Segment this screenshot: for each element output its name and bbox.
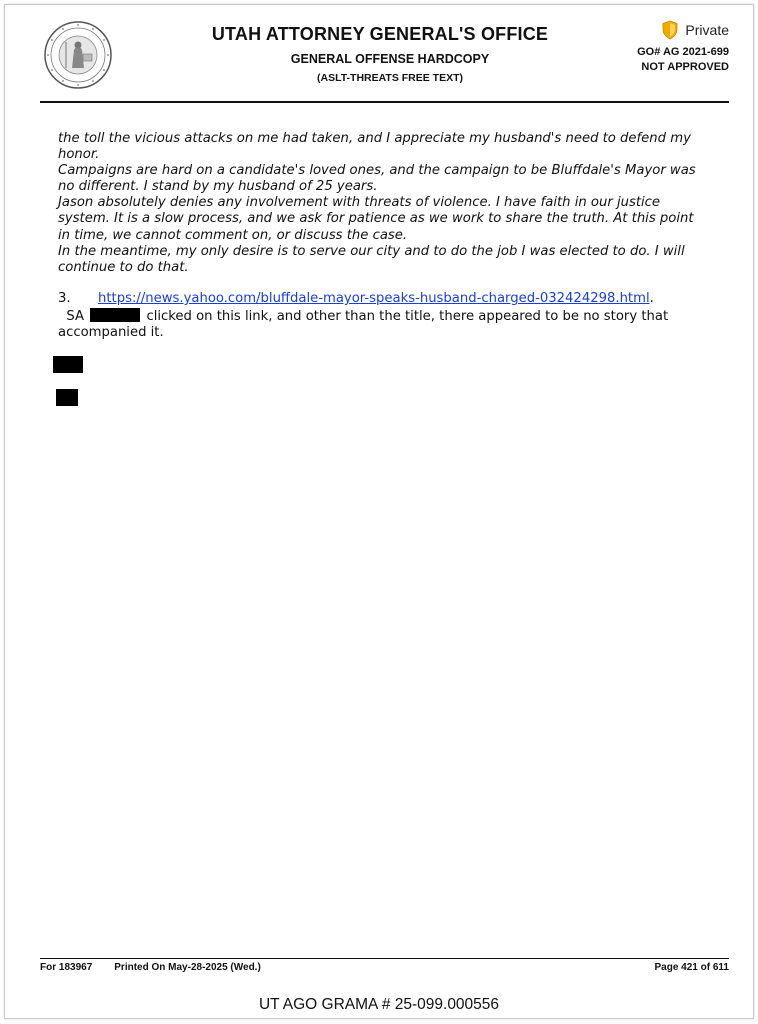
news-link[interactable]: https://news.yahoo.com/bluffdale-mayor-speaks-husband-charged-032424298.html [98, 291, 650, 306]
agent-note-text: clicked on this link, and other than the title, there appeared to be no story that accompanied it. [58, 309, 669, 341]
classification-row [637, 20, 729, 40]
redaction-bar [90, 308, 140, 322]
report-subtitle: GENERAL OFFENSE HARDCOPY [290, 52, 490, 66]
header-divider [40, 101, 729, 103]
report-title: UTAH ATTORNEY GENERAL'S OFFICE [211, 24, 549, 44]
shield-icon [661, 20, 679, 40]
grama-number: UT AGO GRAMA # 25-099.000556 [258, 996, 500, 1013]
agent-note [58, 308, 718, 341]
redaction-bar [53, 356, 83, 373]
footer-printed-date: Printed On May-28-2025 (Wed.) [114, 962, 261, 973]
approval-status: NOT APPROVED [641, 61, 729, 73]
footer-left [40, 962, 283, 973]
footer-divider [40, 958, 729, 959]
statement-paragraph: Campaigns are hard on a candidate's loved ones, and the campaign to be Bluffdale's Mayor was no different. I stand by my husband of 25 years. [58, 163, 696, 195]
agent-prefix: SA [66, 309, 85, 324]
report-category: (ASLT-THREATS FREE TEXT) [316, 72, 464, 84]
statement-paragraph: In the meantime, my only desire is to serve our city and to do the job I was elected to do. I will continue to do that. [58, 243, 685, 275]
statement-text [58, 131, 708, 276]
page-number: Page 421 of 611 [654, 962, 729, 973]
item-number: 3. [58, 291, 71, 306]
item-3 [58, 291, 718, 307]
statement-paragraph: Jason absolutely denies any involvement with threats of violence. I have faith in our justice system. It is a slow process, and we ask for patience as we work to share the truth. At this point in time, we cannot comment on, or discuss the case. [58, 195, 694, 243]
redaction-bar [56, 389, 78, 406]
classification-label: Private [685, 22, 729, 38]
statement-paragraph: the toll the vicious attacks on me had taken, and I appreciate my husband's need to defend my honor. [58, 131, 691, 163]
state-seal-icon [43, 20, 113, 90]
go-number: GO# AG 2021-699 [637, 46, 729, 58]
header-meta [637, 20, 729, 73]
link-period: . [649, 291, 654, 306]
footer-for-id: For 183967 [40, 962, 93, 973]
